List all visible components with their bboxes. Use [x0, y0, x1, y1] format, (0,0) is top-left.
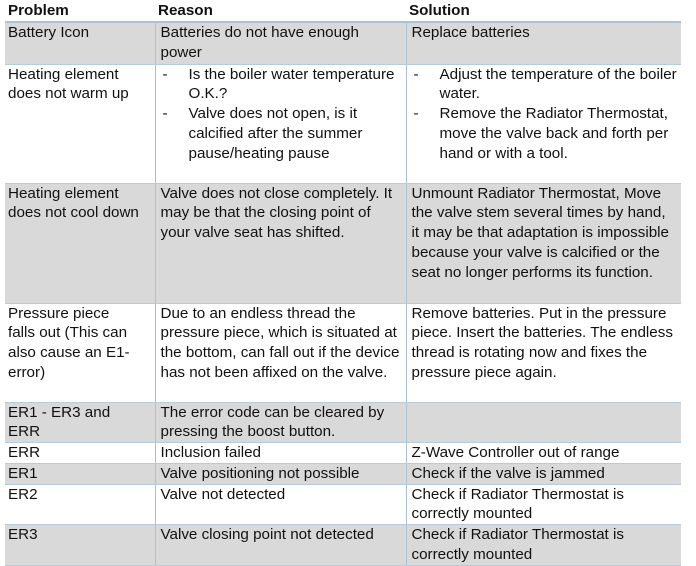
- problem-cell: ER3: [5, 525, 155, 566]
- table-row: [5, 463, 681, 484]
- solution-cell: Remove batteries. Put in the pressure piece. Insert the batteries. The endless thread is rotating now and fixes the pressure piece again.: [406, 303, 681, 402]
- problem-cell: [5, 303, 155, 402]
- solution-cell: Replace batteries: [406, 22, 681, 64]
- solution-list-item: - Adjust the temperature of the boiler water.: [412, 65, 678, 105]
- table-row: [5, 484, 681, 525]
- problem-text: ER1 - ER3 and ERR: [8, 403, 111, 441]
- solution-cell: [406, 64, 681, 183]
- problem-cell: [5, 402, 155, 443]
- solution-cell: Check if Radiator Thermostat is correctly mounted: [406, 525, 681, 566]
- reason-cell: [155, 64, 406, 183]
- reason-list-item: - Is the boiler water temperature O.K.?: [161, 65, 402, 105]
- reason-cell: Batteries do not have enough power: [155, 22, 406, 64]
- table-row: [5, 303, 681, 402]
- reason-cell: Due to an endless thread the pressure piece, which is situated at the bottom, can fall out if the device has not been affixed on the valve.: [155, 303, 406, 402]
- table-row: [5, 443, 681, 464]
- table-row: [5, 525, 681, 566]
- reason-cell: The error code can be cleared by pressing the boost button.: [155, 402, 406, 443]
- reason-cell: Valve not detected: [155, 484, 406, 525]
- table-row: [5, 22, 681, 64]
- reason-cell: Valve closing point not detected: [155, 525, 406, 566]
- solution-cell: Check if the valve is jammed: [406, 463, 681, 484]
- reason-cell: Inclusion failed: [155, 443, 406, 464]
- table-row: [5, 64, 681, 183]
- problem-cell: Heating element does not cool down: [5, 183, 155, 303]
- table-row: [5, 402, 681, 443]
- reason-cell: Valve positioning not possible: [155, 463, 406, 484]
- troubleshooting-table: [5, 0, 681, 566]
- header-reason: Reason: [155, 0, 406, 22]
- reason-list-item: - Valve does not open, is it calcified after the summer pause/heating pause: [161, 104, 402, 163]
- header-row: [5, 0, 681, 22]
- header-solution: Solution: [406, 0, 681, 22]
- solution-cell: Check if Radiator Thermostat is correctly mounted: [406, 484, 681, 525]
- solution-cell: Z-Wave Controller out of range: [406, 443, 681, 464]
- reason-cell: Valve does not close completely. It may be that the closing point of your valve seat has shifted.: [155, 183, 406, 303]
- header-problem: Problem: [5, 0, 155, 22]
- table-row: [5, 183, 681, 303]
- problem-text: Pressure piece falls out (This can also cause an E1-error): [8, 304, 130, 381]
- solution-list: [412, 65, 678, 164]
- problem-cell: ER2: [5, 484, 155, 525]
- solution-cell: [406, 402, 681, 443]
- reason-list: [161, 65, 402, 164]
- solution-cell: Unmount Radiator Thermostat, Move the valve stem several times by hand, it may be that adaptation is impossible because your valve is calcified or the seat no longer performs its function.: [406, 183, 681, 303]
- problem-cell: ERR: [5, 443, 155, 464]
- solution-list-item: - Remove the Radiator Thermostat, move the valve back and forth per hand or with a tool.: [412, 104, 678, 163]
- problem-cell: ER1: [5, 463, 155, 484]
- problem-cell: Battery Icon: [5, 22, 155, 64]
- problem-cell: Heating element does not warm up: [5, 64, 155, 183]
